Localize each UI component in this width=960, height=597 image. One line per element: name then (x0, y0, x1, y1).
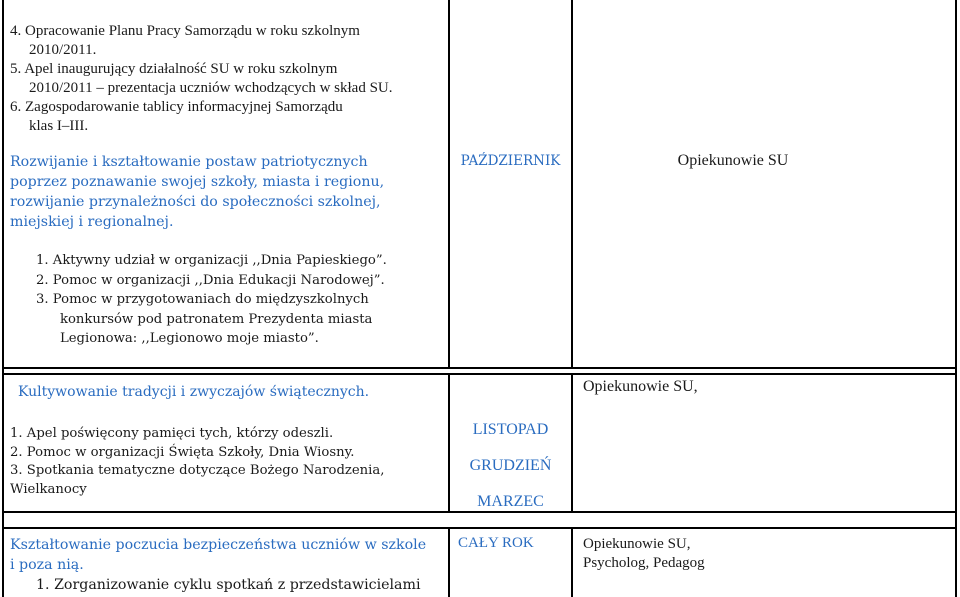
month-label: MARZEC (477, 493, 544, 510)
list-item (10, 462, 446, 499)
item-text: Aktywny udział w organizacji ,,Dnia Papieskiego”. (52, 253, 387, 268)
section4-task (36, 575, 448, 595)
section2-responsible (573, 152, 893, 170)
item-text: Spotkania tematyczne dotyczące Bożego Narodzenia, (26, 463, 385, 478)
list-item (10, 98, 440, 136)
item-text-cont: Wielkanocy (10, 481, 87, 497)
row-border-2b (2, 527, 957, 529)
item-number: 1. (36, 253, 49, 268)
section4-month (458, 535, 570, 552)
item-number: 3. (36, 292, 49, 307)
list-item (10, 22, 440, 60)
responsible-label: Opiekunowie SU, (583, 378, 698, 395)
item-text: Zorganizowanie cyklu spotkań z przedstawicielami (54, 577, 421, 593)
item-text: Apel poświęcony pamięci tych, którzy odeszli. (26, 426, 334, 441)
goal-line: miejskiej i regionalnej. (10, 214, 174, 230)
column-divider-2c (571, 529, 573, 597)
goal-line: Kształtowanie poczucia bezpieczeństwa uczniów w szkole (10, 537, 427, 553)
section3-months (450, 412, 571, 520)
section3-tasks (10, 425, 446, 499)
item-number: 2. (10, 444, 23, 460)
list-item (36, 290, 446, 349)
item-text-cont: 2010/2011 – prezentacja uczniów wchodzących w skład SU. (29, 80, 393, 96)
item-text: Apel inaugurujący działalność SU w roku szkolnym (24, 61, 338, 77)
list-item (10, 444, 446, 463)
goal-text: Kultywowanie tradycji i zwyczajów świątecznych. (18, 384, 370, 400)
responsible-line: Psycholog, Pedagog (583, 555, 705, 571)
item-number: 6. (10, 99, 22, 115)
month-label: LISTOPAD (472, 421, 549, 438)
item-text-cont: konkursów pod patronatem Prezydenta miasta (60, 311, 373, 327)
month-label: PAŹDZIERNIK (460, 153, 561, 169)
section2-tasks (36, 251, 446, 349)
item-number: 4. (10, 23, 22, 39)
section3-responsible (583, 378, 883, 396)
section2-month (450, 153, 571, 169)
column-divider-2b (571, 373, 573, 511)
section4-responsible (583, 535, 883, 573)
item-number: 3. (10, 463, 23, 478)
goal-line: i poza nią. (10, 557, 84, 573)
row-border-1 (2, 367, 957, 369)
item-number: 5. (10, 61, 22, 77)
responsible-label: Opiekunowie SU (677, 152, 789, 169)
list-item (36, 251, 446, 271)
month-label: CAŁY ROK (458, 535, 534, 551)
item-text-cont: klas I–III. (29, 118, 89, 134)
section4-goal (10, 535, 448, 575)
table-left-border (2, 0, 4, 597)
month-label: GRUDZIEŃ (469, 457, 552, 474)
column-divider-2 (571, 0, 573, 367)
item-number: 1. (10, 426, 23, 441)
goal-line: rozwijanie przynależności do społeczności szkolnej, (10, 194, 381, 210)
goal-line: Rozwijanie i kształtowanie postaw patriotycznych (10, 154, 368, 170)
responsible-line: Opiekunowie SU, (583, 536, 691, 552)
section2-goal (10, 152, 442, 232)
row-border-1b (2, 373, 957, 375)
table-right-border (955, 0, 957, 597)
section3-goal (18, 384, 446, 400)
item-text-cont: 2010/2011. (29, 42, 97, 58)
list-item (10, 60, 440, 98)
item-number: 2. (36, 272, 49, 288)
goal-line: poprzez poznawanie swojej szkoły, miasta i regionu, (10, 174, 385, 190)
item-text: Opracowanie Planu Pracy Samorządu w roku szkolnym (25, 23, 360, 39)
item-text: Pomoc w przygotowaniach do międzyszkolnych (52, 292, 369, 307)
item-text: Zagospodarowanie tablicy informacyjnej Samorządu (25, 99, 343, 115)
column-divider-1 (448, 0, 450, 367)
list-item (10, 425, 446, 444)
list-item (36, 271, 446, 291)
item-text: Pomoc w organizacji Święta Szkoły, Dnia Wiosny. (26, 444, 355, 460)
item-number: 1. (36, 577, 50, 593)
item-text: Pomoc w organizacji ,,Dnia Edukacji Narodowej”. (52, 272, 385, 288)
item-text-cont: Legionowa: ,,Legionowo moje miasto”. (60, 331, 319, 346)
column-divider-1c (448, 529, 450, 597)
section1-list (10, 22, 440, 136)
